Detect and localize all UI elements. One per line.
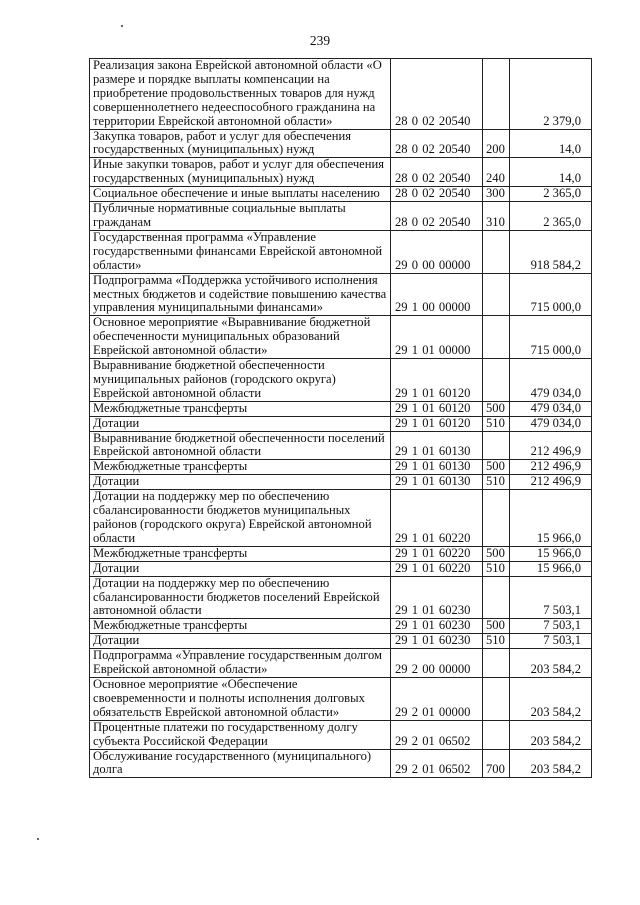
row-name-cell: Иные закупки товаров, работ и услуг для обеспечения государственных (муниципальных) нужд [90,158,391,187]
row-expense-type-cell: 500 [483,619,510,634]
row-code-cell: 29 1 01 60120 [391,416,483,431]
row-sum-cell: 479 034,0 [510,401,592,416]
row-name-cell: Социальное обеспечение и иные выплаты населению [90,187,391,202]
row-sum-cell: 15 966,0 [510,490,592,547]
row-code-cell: 28 0 02 20540 [391,129,483,158]
row-name-cell: Выравнивание бюджетной обеспеченности муниципальных районов (городского округа) Еврейской автономной области [90,359,391,402]
row-expense-type-cell [483,316,510,359]
row-expense-type-cell [483,59,510,130]
table-row [90,187,592,202]
table-row [90,561,592,576]
table-row [90,749,592,778]
row-sum-cell: 203 584,2 [510,720,592,749]
row-name-cell: Выравнивание бюджетной обеспеченности поселений Еврейской автономной области [90,431,391,460]
table-row [90,634,592,649]
table-row [90,460,592,475]
row-sum-cell: 203 584,2 [510,677,592,720]
table-row [90,129,592,158]
row-code-cell: 29 1 01 60220 [391,546,483,561]
row-code-cell: 29 1 01 60130 [391,431,483,460]
table-row [90,475,592,490]
row-expense-type-cell [483,273,510,316]
table-row [90,59,592,130]
row-sum-cell: 212 496,9 [510,460,592,475]
row-name-cell: Реализация закона Еврейской автономной области «О размере и порядке выплаты компенсации на приобретение продовольственных товаров для нужд совершеннолетнего недееспособного гражданина на территории Еврейской автономной области» [90,59,391,130]
row-code-cell: 28 0 02 20540 [391,158,483,187]
row-name-cell: Дотации [90,634,391,649]
row-expense-type-cell: 510 [483,475,510,490]
row-code-cell: 29 2 01 06502 [391,749,483,778]
row-expense-type-cell: 200 [483,129,510,158]
row-name-cell: Межбюджетные трансферты [90,619,391,634]
row-sum-cell: 203 584,2 [510,649,592,678]
row-expense-type-cell: 700 [483,749,510,778]
scan-speck [121,25,123,27]
table-row [90,677,592,720]
budget-table [89,58,592,778]
row-name-cell: Закупка товаров, работ и услуг для обеспечения государственных (муниципальных) нужд [90,129,391,158]
row-code-cell: 28 0 02 20540 [391,202,483,231]
row-name-cell: Межбюджетные трансферты [90,401,391,416]
row-expense-type-cell: 300 [483,187,510,202]
row-expense-type-cell: 240 [483,158,510,187]
table-row [90,720,592,749]
row-sum-cell: 203 584,2 [510,749,592,778]
row-name-cell: Основное мероприятие «Обеспечение своевременности и полноты исполнения долговых обязательств Еврейской автономной области» [90,677,391,720]
row-code-cell: 29 1 01 60220 [391,561,483,576]
budget-table-body [90,59,592,778]
row-expense-type-cell [483,576,510,619]
row-sum-cell: 212 496,9 [510,431,592,460]
row-code-cell: 29 1 01 60120 [391,401,483,416]
row-sum-cell: 479 034,0 [510,359,592,402]
row-code-cell: 29 0 00 00000 [391,230,483,273]
row-sum-cell: 15 966,0 [510,561,592,576]
row-sum-cell: 14,0 [510,129,592,158]
row-name-cell: Межбюджетные трансферты [90,546,391,561]
row-name-cell: Дотации [90,561,391,576]
row-sum-cell: 2 365,0 [510,187,592,202]
row-code-cell: 29 2 01 06502 [391,720,483,749]
row-code-cell: 29 1 01 60230 [391,619,483,634]
scan-speck [37,838,39,840]
row-name-cell: Дотации на поддержку мер по обеспечению сбалансированности бюджетов поселений Еврейской автономной области [90,576,391,619]
row-code-cell: 29 2 01 00000 [391,677,483,720]
row-sum-cell: 212 496,9 [510,475,592,490]
row-code-cell: 29 1 00 00000 [391,273,483,316]
row-name-cell: Подпрограмма «Поддержка устойчивого исполнения местных бюджетов и содействие повышению качества управления муниципальными финансами» [90,273,391,316]
table-row [90,401,592,416]
table-row [90,273,592,316]
row-name-cell: Дотации [90,416,391,431]
row-sum-cell: 715 000,0 [510,273,592,316]
row-name-cell: Подпрограмма «Управление государственным долгом Еврейской автономной области» [90,649,391,678]
row-expense-type-cell: 510 [483,416,510,431]
row-expense-type-cell: 510 [483,634,510,649]
table-row [90,230,592,273]
row-code-cell: 29 1 01 60120 [391,359,483,402]
row-name-cell: Дотации [90,475,391,490]
row-sum-cell: 715 000,0 [510,316,592,359]
row-code-cell: 28 0 02 20540 [391,59,483,130]
row-code-cell: 29 1 01 60130 [391,460,483,475]
row-name-cell: Государственная программа «Управление государственными финансами Еврейской автономной области» [90,230,391,273]
row-sum-cell: 7 503,1 [510,619,592,634]
row-sum-cell: 7 503,1 [510,634,592,649]
page-number: 239 [309,33,331,48]
row-expense-type-cell [483,677,510,720]
row-expense-type-cell [483,720,510,749]
row-code-cell: 28 0 02 20540 [391,187,483,202]
table-row [90,202,592,231]
row-name-cell: Основное мероприятие «Выравнивание бюджетной обеспеченности муниципальных образований Еврейской автономной области» [90,316,391,359]
row-sum-cell: 918 584,2 [510,230,592,273]
row-expense-type-cell: 500 [483,401,510,416]
row-sum-cell: 7 503,1 [510,576,592,619]
row-code-cell: 29 1 01 60220 [391,490,483,547]
row-expense-type-cell: 500 [483,460,510,475]
row-expense-type-cell [483,649,510,678]
row-expense-type-cell [483,490,510,547]
row-expense-type-cell: 310 [483,202,510,231]
row-expense-type-cell [483,230,510,273]
row-sum-cell: 2 379,0 [510,59,592,130]
table-row [90,619,592,634]
table-row [90,490,592,547]
row-code-cell: 29 1 01 60230 [391,576,483,619]
row-code-cell: 29 1 01 60230 [391,634,483,649]
row-expense-type-cell: 500 [483,546,510,561]
row-sum-cell: 15 966,0 [510,546,592,561]
row-expense-type-cell [483,359,510,402]
row-name-cell: Публичные нормативные социальные выплаты гражданам [90,202,391,231]
row-name-cell: Дотации на поддержку мер по обеспечению сбалансированности бюджетов муниципальных районов (городского округа) Еврейской автономной области [90,490,391,547]
row-sum-cell: 14,0 [510,158,592,187]
table-row [90,546,592,561]
table-row [90,649,592,678]
row-name-cell: Обслуживание государственного (муниципального) долга [90,749,391,778]
row-expense-type-cell: 510 [483,561,510,576]
row-name-cell: Межбюджетные трансферты [90,460,391,475]
row-sum-cell: 479 034,0 [510,416,592,431]
row-code-cell: 29 2 00 00000 [391,649,483,678]
row-code-cell: 29 1 01 60130 [391,475,483,490]
row-name-cell: Процентные платежи по государственному долгу субъекта Российской Федерации [90,720,391,749]
row-expense-type-cell [483,431,510,460]
table-row [90,431,592,460]
table-row [90,416,592,431]
table-row [90,359,592,402]
row-code-cell: 29 1 01 00000 [391,316,483,359]
table-row [90,158,592,187]
table-row [90,316,592,359]
row-sum-cell: 2 365,0 [510,202,592,231]
table-row [90,576,592,619]
